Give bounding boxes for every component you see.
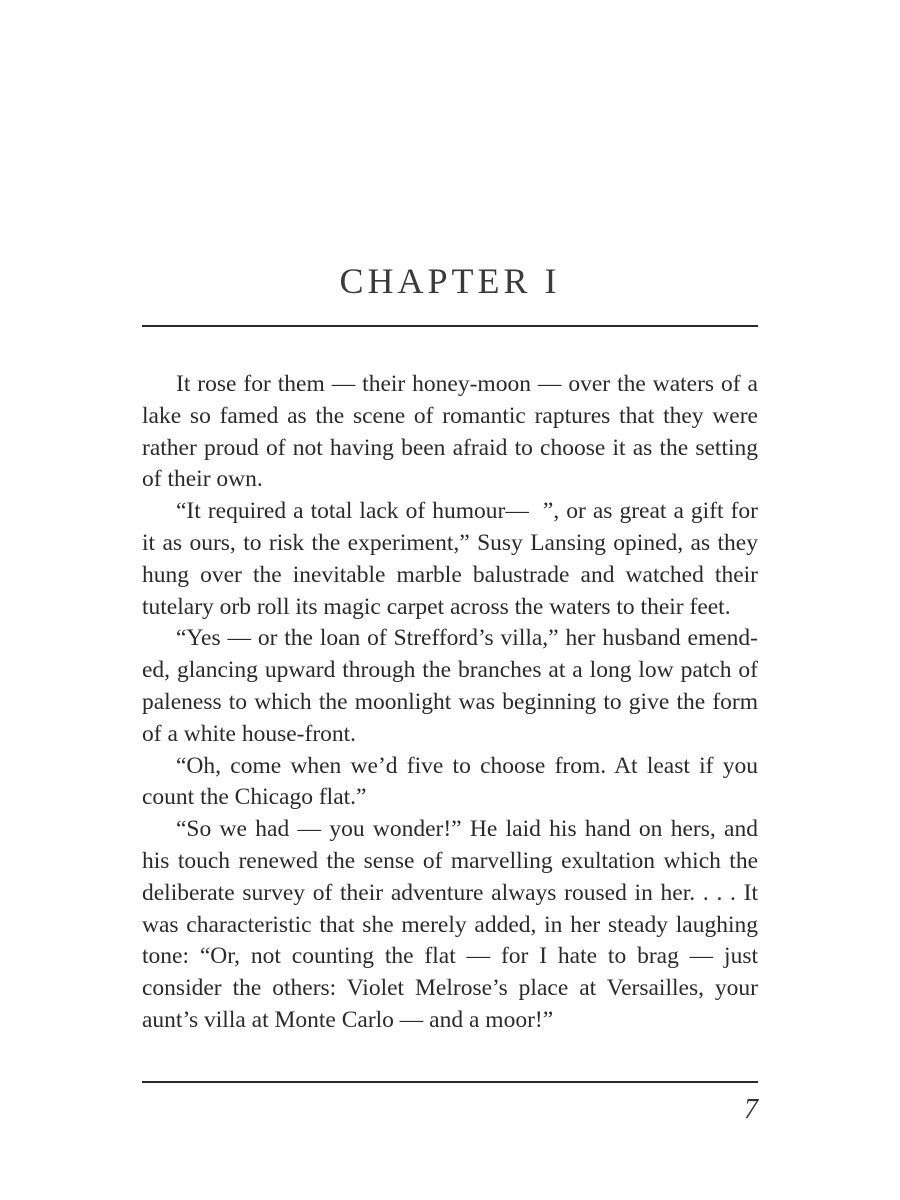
paragraph: “Yes — or the loan of Strefford’s villa,” her husband emended, glancing upward through the branches at a long low patch of paleness to which the moonlight was beginning to give the form of a white house-front. — [142, 625, 758, 747]
bottom-rule-divider — [142, 1081, 758, 1083]
paragraph: It rose for them — their honey-moon — over the waters of a lake so famed as the scene of romantic raptures that they were rather proud of not having been afraid to choose it as the setting of their own. — [142, 371, 758, 493]
chapter-body — [142, 369, 758, 1037]
paragraph: “It required a total lack of humour— ”, or as great a gift for it as ours, to risk the experiment,” Susy Lansing opined, as they hung over the inevitable marble balustrade and watched their tutelary orb roll its magic carpet across the waters to their feet. — [142, 498, 758, 620]
paragraph: “Oh, come when we’d five to choose from. At least if you count the Chicago flat.” — [142, 752, 758, 811]
top-rule-divider — [142, 325, 758, 327]
page-number: 7 — [744, 1094, 758, 1125]
paragraph: “So we had — you wonder!” He laid his hand on hers, and his touch renewed the sense of marvelling exultation which the deliberate survey of their adventure always roused in her. . . . It was characteristic that she merely added, in her steady laughing tone: “Or, not counting the flat — for I hate to brag — just consider the others: Violet Melrose’s place at Versailles, your aunt’s villa at Monte Carlo — and a moor!” — [142, 816, 758, 1033]
chapter-title: CHAPTER I — [339, 261, 561, 301]
